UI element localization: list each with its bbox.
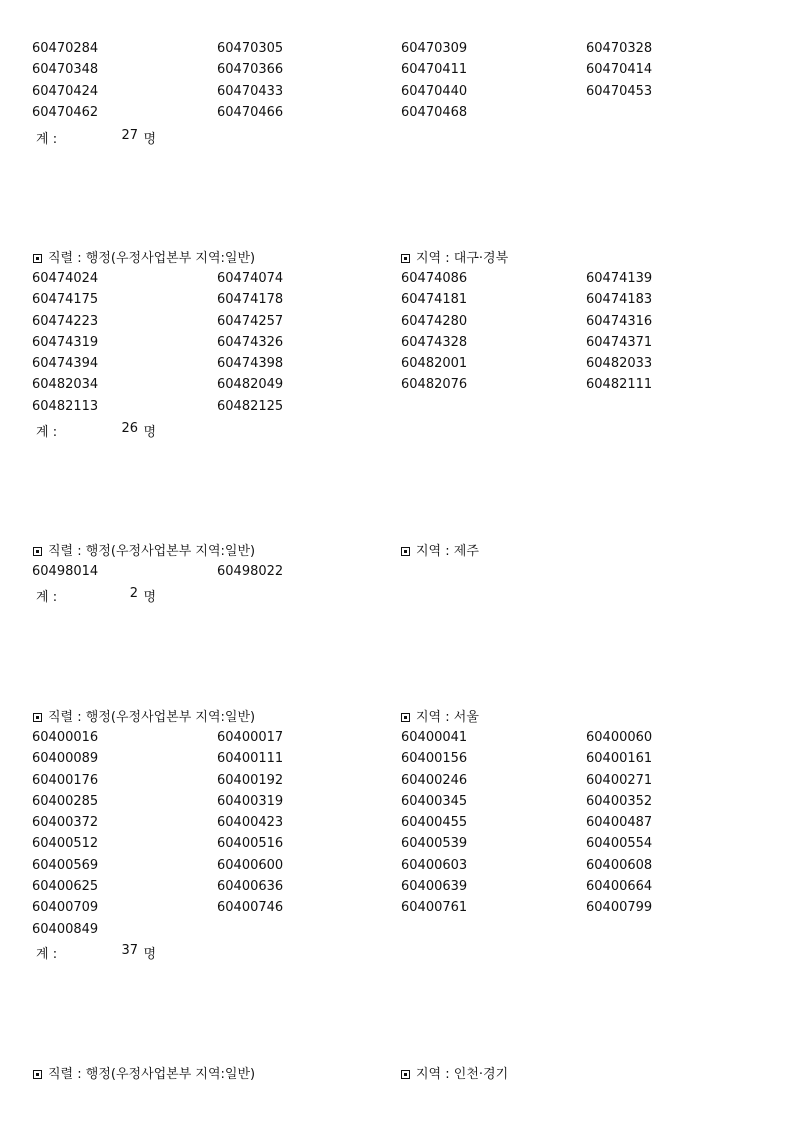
applicant-number: 60474394	[32, 356, 99, 372]
region-heading	[401, 540, 479, 559]
applicant-number: 60482033	[586, 356, 653, 372]
total-label: 계 :	[36, 947, 58, 962]
applicant-number: 60470328	[586, 41, 653, 56]
applicant-number: 60400608	[586, 857, 653, 873]
total-count	[36, 128, 156, 146]
total-number: 2	[129, 586, 138, 601]
applicant-number-grid	[0, 564, 793, 585]
table-row	[0, 314, 793, 335]
table-row	[0, 84, 793, 105]
applicant-number: 60482034	[32, 377, 99, 393]
job-series-label: 직렬 : 행정(우정사업본부 지역:일반)	[48, 710, 256, 725]
region-label: 지역 : 서울	[416, 710, 479, 725]
applicant-number-grid	[0, 271, 793, 420]
section-header	[0, 247, 793, 267]
table-row	[0, 730, 793, 751]
section-header	[0, 1063, 793, 1083]
applicant-number: 60400487	[586, 815, 653, 831]
total-count	[36, 421, 156, 439]
applicant-number: 60474328	[401, 334, 468, 350]
applicant-number: 60474181	[401, 292, 468, 308]
total-label: 계 :	[36, 590, 58, 605]
applicant-number: 60470462	[32, 104, 99, 120]
applicant-number: 60400319	[217, 793, 284, 809]
applicant-number: 60400746	[217, 900, 284, 916]
job-series-heading	[33, 540, 255, 559]
applicant-number: 60482076	[401, 377, 468, 393]
job-series-heading	[33, 706, 255, 725]
applicant-number: 60474319	[32, 334, 99, 350]
applicant-number: 60474316	[586, 313, 653, 329]
applicant-number: 60400554	[586, 836, 653, 852]
applicant-number-grid	[0, 730, 793, 943]
applicant-number: 60470453	[586, 83, 653, 99]
applicant-number: 60400539	[401, 836, 468, 852]
applicant-number: 60400352	[586, 793, 653, 809]
table-row	[0, 794, 793, 815]
region-label: 지역 : 제주	[416, 544, 479, 559]
applicant-number: 60400271	[586, 772, 653, 788]
table-row	[0, 564, 793, 585]
applicant-number: 60474280	[401, 313, 468, 329]
applicant-number: 60482001	[401, 356, 468, 372]
table-row	[0, 751, 793, 772]
job-series-heading	[33, 1063, 255, 1082]
table-row	[0, 858, 793, 879]
applicant-number: 60400709	[32, 900, 99, 916]
square-bullet-icon	[33, 713, 42, 722]
applicant-number: 60474183	[586, 292, 653, 308]
applicant-number: 60400423	[217, 815, 284, 831]
total-number: 27	[121, 128, 138, 143]
applicant-number: 60470348	[32, 62, 99, 78]
applicant-number: 60400060	[586, 730, 653, 745]
applicant-number: 60400017	[217, 730, 284, 745]
applicant-number: 60474257	[217, 313, 284, 329]
applicant-number: 60400625	[32, 879, 99, 895]
square-bullet-icon	[401, 254, 410, 263]
applicant-number: 60470466	[217, 104, 284, 120]
applicant-number: 60400176	[32, 772, 99, 788]
table-row	[0, 271, 793, 292]
region-label: 지역 : 대구·경북	[416, 251, 509, 266]
section-header	[0, 706, 793, 726]
applicant-number: 60474178	[217, 292, 284, 308]
table-row	[0, 356, 793, 377]
applicant-number: 60474139	[586, 271, 653, 286]
job-series-label: 직렬 : 행정(우정사업본부 지역:일반)	[48, 251, 256, 266]
table-row	[0, 62, 793, 83]
applicant-number: 60474398	[217, 356, 284, 372]
applicant-number: 60482049	[217, 377, 284, 393]
applicant-number: 60470440	[401, 83, 468, 99]
applicant-number: 60400799	[586, 900, 653, 916]
applicant-number: 60400345	[401, 793, 468, 809]
square-bullet-icon	[33, 1070, 42, 1079]
applicant-number: 60400041	[401, 730, 468, 745]
total-count	[36, 586, 156, 604]
region-heading	[401, 247, 508, 266]
table-row	[0, 836, 793, 857]
job-series-heading	[33, 247, 255, 266]
applicant-number: 60400761	[401, 900, 468, 916]
applicant-number: 60400156	[401, 751, 468, 767]
square-bullet-icon	[401, 1070, 410, 1079]
job-series-label: 직렬 : 행정(우정사업본부 지역:일반)	[48, 1067, 256, 1082]
applicant-number: 60474074	[217, 271, 284, 286]
applicant-number: 60482111	[586, 377, 653, 393]
table-row	[0, 879, 793, 900]
table-row	[0, 41, 793, 62]
applicant-number: 60400246	[401, 772, 468, 788]
table-row	[0, 922, 793, 943]
region-heading	[401, 1063, 508, 1082]
applicant-number: 60400600	[217, 857, 284, 873]
section-header	[0, 540, 793, 560]
applicant-number: 60470433	[217, 83, 284, 99]
table-row	[0, 377, 793, 398]
square-bullet-icon	[33, 254, 42, 263]
applicant-number: 60400016	[32, 730, 99, 745]
applicant-number: 60498014	[32, 564, 99, 579]
table-row	[0, 105, 793, 126]
applicant-number: 60400603	[401, 857, 468, 873]
applicant-number: 60400569	[32, 857, 99, 873]
table-row	[0, 900, 793, 921]
applicant-number: 60474326	[217, 334, 284, 350]
table-row	[0, 399, 793, 420]
applicant-number: 60400636	[217, 879, 284, 895]
applicant-number-grid	[0, 41, 793, 126]
applicant-number: 60400664	[586, 879, 653, 895]
applicant-number: 60400161	[586, 751, 653, 767]
total-number: 37	[121, 943, 138, 958]
applicant-number: 60400192	[217, 772, 284, 788]
applicant-number: 60470309	[401, 41, 468, 56]
total-label: 계 :	[36, 132, 58, 147]
table-row	[0, 773, 793, 794]
table-row	[0, 292, 793, 313]
applicant-number: 60400455	[401, 815, 468, 831]
region-label: 지역 : 인천·경기	[416, 1067, 509, 1082]
total-unit: 명	[143, 590, 156, 605]
total-unit: 명	[143, 425, 156, 440]
applicant-number: 60474175	[32, 292, 99, 308]
square-bullet-icon	[401, 713, 410, 722]
applicant-number: 60400089	[32, 751, 99, 767]
applicant-number: 60470424	[32, 83, 99, 99]
applicant-number: 60470284	[32, 41, 99, 56]
table-row	[0, 815, 793, 836]
applicant-number: 60474371	[586, 334, 653, 350]
applicant-number: 60498022	[217, 564, 284, 579]
applicant-number: 60470414	[586, 62, 653, 78]
applicant-number: 60482125	[217, 398, 284, 414]
applicant-number: 60400849	[32, 921, 99, 937]
applicant-number: 60470411	[401, 62, 468, 78]
total-number: 26	[121, 421, 138, 436]
square-bullet-icon	[33, 547, 42, 556]
applicant-number: 60482113	[32, 398, 99, 414]
table-row	[0, 335, 793, 356]
region-heading	[401, 706, 479, 725]
applicant-number: 60474024	[32, 271, 99, 286]
total-label: 계 :	[36, 425, 58, 440]
applicant-number: 60400372	[32, 815, 99, 831]
applicant-number: 60470468	[401, 104, 468, 120]
total-count	[36, 943, 156, 961]
applicant-number: 60400285	[32, 793, 99, 809]
applicant-number: 60400512	[32, 836, 99, 852]
total-unit: 명	[143, 132, 156, 147]
job-series-label: 직렬 : 행정(우정사업본부 지역:일반)	[48, 544, 256, 559]
applicant-number: 60470305	[217, 41, 284, 56]
applicant-number: 60474223	[32, 313, 99, 329]
applicant-number: 60474086	[401, 271, 468, 286]
applicant-number: 60470366	[217, 62, 284, 78]
applicant-number: 60400111	[217, 751, 284, 767]
square-bullet-icon	[401, 547, 410, 556]
applicant-number: 60400639	[401, 879, 468, 895]
total-unit: 명	[143, 947, 156, 962]
applicant-number: 60400516	[217, 836, 284, 852]
